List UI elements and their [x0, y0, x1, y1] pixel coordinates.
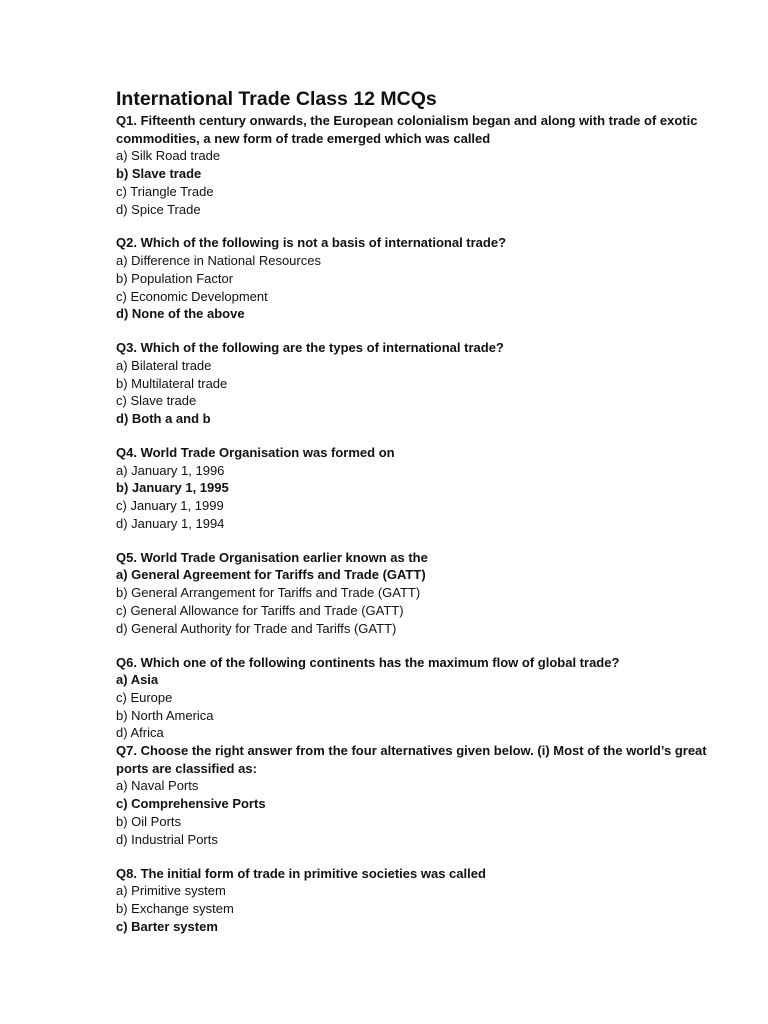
answer-option: c) Economic Development [116, 288, 268, 304]
answer-option: d) January 1, 1994 [116, 515, 225, 531]
question-text: Q7. Choose the right answer from the four alternatives given below. (i) Most of the world’s great ports are classified as: [116, 743, 707, 776]
answer-option: d) Africa [116, 725, 164, 741]
answer-option: d) Spice Trade [116, 201, 201, 217]
answer-option: b) General Arrangement for Tariffs and Trade (GATT) [116, 585, 421, 601]
answer-option: b) North America [116, 707, 214, 723]
answer-option-correct: c) Comprehensive Ports [116, 796, 266, 812]
answer-option: d) General Authority for Trade and Tariffs (GATT) [116, 620, 397, 636]
document-title: International Trade Class 12 MCQs [116, 88, 437, 110]
answer-option: b) Oil Ports [116, 814, 182, 830]
answer-option: b) Multilateral trade [116, 375, 228, 391]
answer-option: a) Primitive system [116, 883, 226, 899]
question-block-2 [116, 234, 736, 323]
answer-option: c) Triangle Trade [116, 183, 214, 199]
answer-option-correct: b) January 1, 1995 [116, 480, 229, 496]
question-block-1 [116, 112, 736, 218]
question-text: Q3. Which of the following are the types of international trade? [116, 340, 504, 356]
answer-option: c) General Allowance for Tariffs and Trade (GATT) [116, 602, 404, 618]
answer-option: a) Difference in National Resources [116, 252, 321, 268]
answer-option-correct: d) Both a and b [116, 411, 211, 427]
answer-option: d) Industrial Ports [116, 831, 218, 847]
question-block-4 [116, 444, 736, 533]
answer-option: b) Exchange system [116, 901, 234, 917]
answer-option: c) Europe [116, 689, 173, 705]
question-text: Q6. Which one of the following continents has the maximum flow of global trade? [116, 654, 620, 670]
question-block-7 [116, 742, 736, 848]
answer-option: a) January 1, 1996 [116, 462, 225, 478]
answer-option: c) January 1, 1999 [116, 498, 224, 514]
question-block-6 [116, 654, 736, 743]
answer-option: c) Slave trade [116, 393, 197, 409]
answer-option: b) Population Factor [116, 270, 234, 286]
question-list [116, 112, 736, 936]
answer-option-correct: d) None of the above [116, 306, 245, 322]
answer-option-correct: a) General Agreement for Tariffs and Trade (GATT) [116, 567, 426, 583]
question-text: Q1. Fifteenth century onwards, the European colonialism began and along with trade of exotic commodities, a new form of trade emerged which was called [116, 113, 698, 146]
answer-option-correct: a) Asia [116, 672, 159, 688]
question-text: Q4. World Trade Organisation was formed on [116, 444, 395, 460]
question-text: Q5. World Trade Organisation earlier known as the [116, 549, 428, 565]
question-block-8 [116, 865, 736, 936]
answer-option: a) Naval Ports [116, 778, 199, 794]
question-text: Q8. The initial form of trade in primitive societies was called [116, 865, 486, 881]
answer-option-correct: b) Slave trade [116, 165, 202, 181]
answer-option: a) Bilateral trade [116, 357, 212, 373]
question-block-3 [116, 339, 736, 428]
answer-option: a) Silk Road trade [116, 148, 221, 164]
answer-option-correct: c) Barter system [116, 918, 218, 934]
question-text: Q2. Which of the following is not a basis of international trade? [116, 235, 507, 251]
question-block-5 [116, 549, 736, 638]
document-page [116, 88, 736, 936]
